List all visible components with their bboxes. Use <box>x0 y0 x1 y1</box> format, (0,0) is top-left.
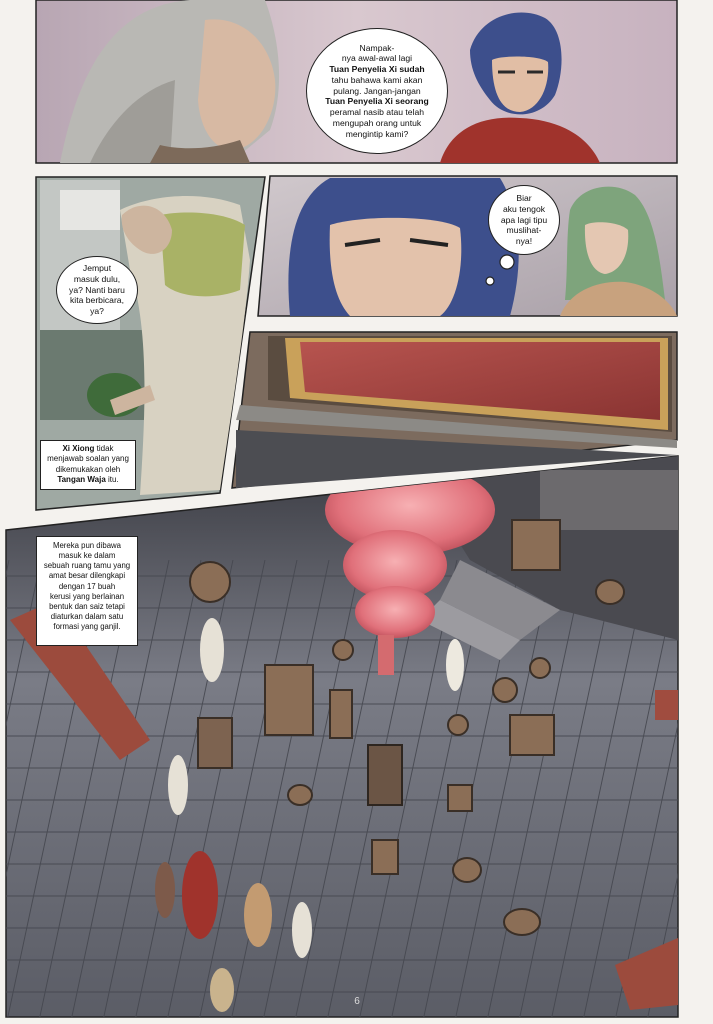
bubble-line: ya? <box>90 306 104 317</box>
caption-line: kerusi yang berlainan <box>49 591 125 601</box>
bubble-line: masuk dulu, <box>73 273 121 284</box>
bubble-line: peramal nasib atau telah <box>329 107 425 118</box>
speech-bubble-panel-1 <box>306 28 448 154</box>
caption-line: menjawab soalan yang <box>47 454 129 464</box>
character-name: Tangan Waja <box>57 475 106 485</box>
page-number: 6 <box>354 996 360 1007</box>
caption-line: bentuk dan saiz tetapi <box>49 601 125 611</box>
thought-bubble-panel-3 <box>488 185 560 255</box>
caption-line: dengan 17 buah <box>58 581 116 591</box>
bubble-line: tahu bahawa kami akan <box>331 74 423 85</box>
caption-line: Mereka pun dibawa <box>52 541 122 550</box>
bubble-line: ya? Nanti baru <box>69 284 125 295</box>
bubble-line: mengintip kami? <box>345 128 409 139</box>
bubble-line: nya awal-awal lagi <box>341 53 413 64</box>
caption-line: masuk ke dalam <box>58 551 116 561</box>
caption-line: dikemukakan oleh <box>55 464 121 474</box>
bubble-line: aku tengok <box>502 203 546 214</box>
caption-text: tidak <box>94 444 114 453</box>
caption-text: itu. <box>105 475 119 485</box>
bubble-line: Tuan Penyelia Xi seorang <box>325 96 429 107</box>
bubble-line: nya! <box>515 236 533 247</box>
bubble-line: Biar <box>516 193 532 204</box>
caption-line: formasi yang ganjil. <box>53 622 121 631</box>
bubble-line: Jemput <box>82 263 112 274</box>
caption-line: diaturkan dalam satu <box>50 611 124 621</box>
character-name: Xi Xiong <box>62 444 95 453</box>
panel-3 <box>258 176 677 316</box>
bubble-line: mengupah orang untuk <box>332 117 422 128</box>
caption-line <box>44 475 132 485</box>
caption-line: amat besar dilengkapi <box>48 571 126 581</box>
bubble-line: Nampak- <box>359 42 395 53</box>
speech-bubble-panel-2 <box>56 256 138 324</box>
caption-box-panel-2 <box>40 440 136 490</box>
bubble-line: apa lagi tipu <box>500 214 548 225</box>
caption-box-panel-5 <box>36 536 138 646</box>
caption-line: sebuah ruang tamu yang <box>43 561 131 571</box>
bubble-line: Tuan Penyelia Xi sudah <box>329 64 425 75</box>
bubble-line: pulang. Jangan-jangan <box>333 85 421 96</box>
bubble-line: kita berbicara, <box>70 295 124 306</box>
caption-line <box>44 444 132 454</box>
bubble-line: muslihat- <box>506 225 542 236</box>
